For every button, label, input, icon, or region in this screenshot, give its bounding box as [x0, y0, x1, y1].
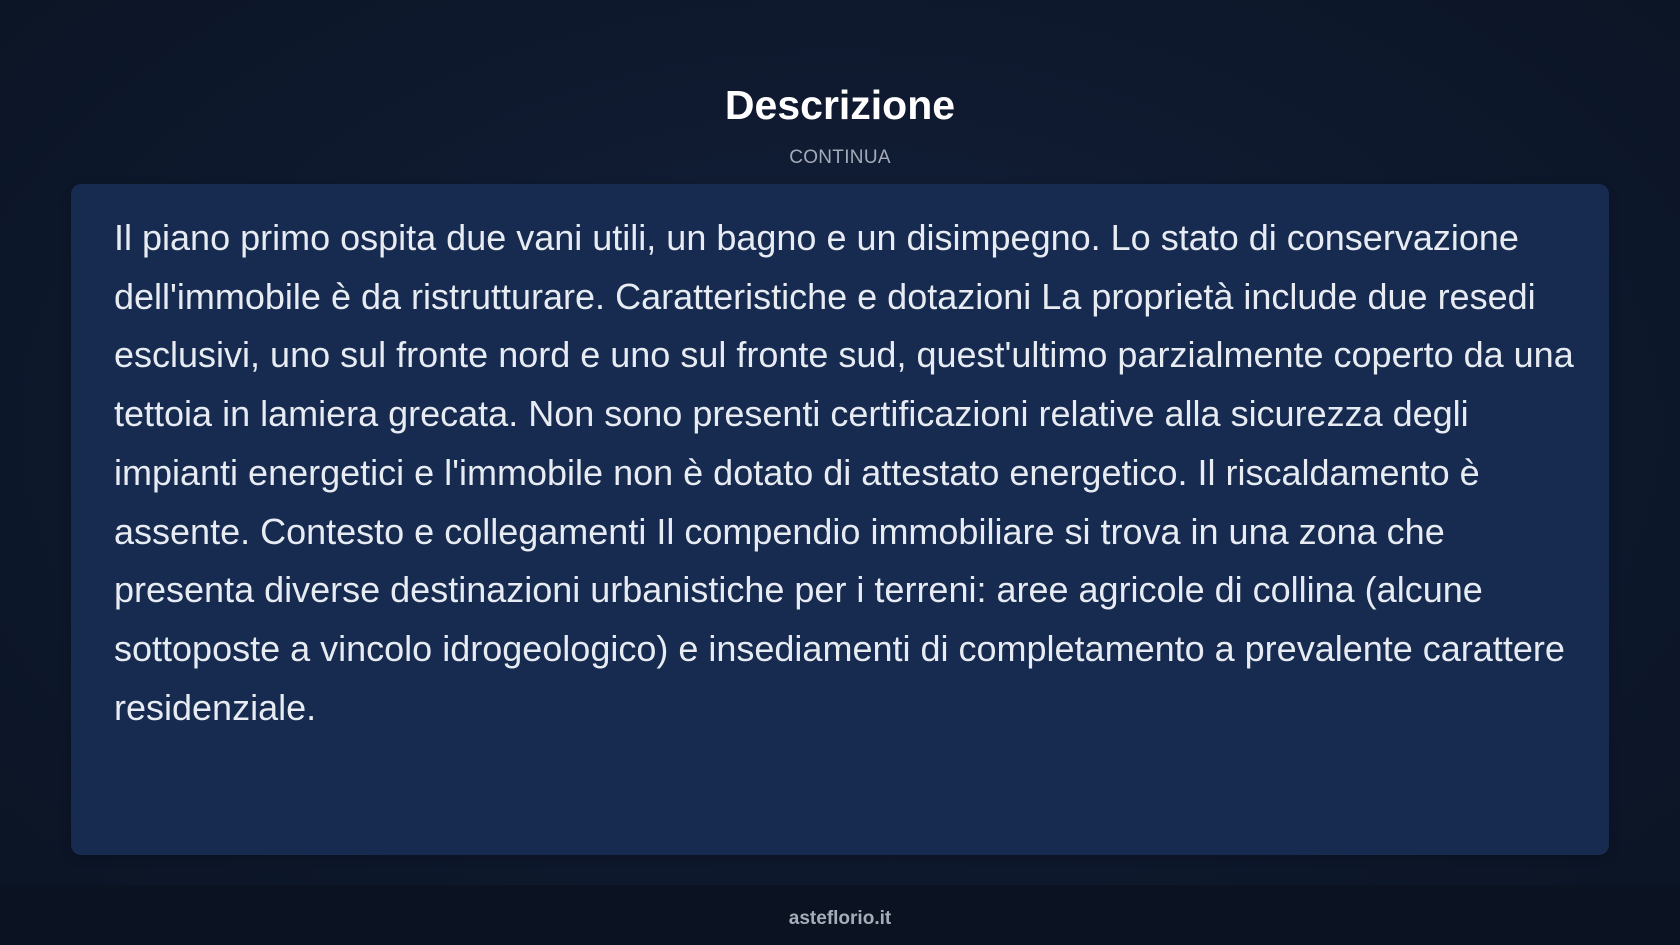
page-title: Descrizione [724, 82, 956, 128]
continue-link[interactable]: CONTINUA [789, 147, 891, 168]
footer-brand: asteflorio.it [788, 908, 892, 929]
description-card [71, 184, 1609, 855]
description-text: Il piano primo ospita due vani utili, un bagno e un disimpegno. Lo stato di conservazione dell'immobile è da ristrutturare. Caratteristiche e dotazioni La proprietà include due resedi esclusivi, uno sul fronte nord e uno sul fronte sud, quest'ultimo parzialmente coperto da una tettoia in lamiera grecata. Non sono presenti certificazioni relative alla sicurezza degli impianti energetici e l'immobile non è dotato di attestato energetico. Il riscaldamento è assente. Contesto e collegamenti Il compendio immobiliare si trova in una zona che presenta diverse destinazioni urbanistiche per i terreni: aree agricole di collina (alcune sottoposte a vincolo idrogeologico) e insediamenti di completamento a prevalente carattere residenziale. [114, 217, 1574, 728]
